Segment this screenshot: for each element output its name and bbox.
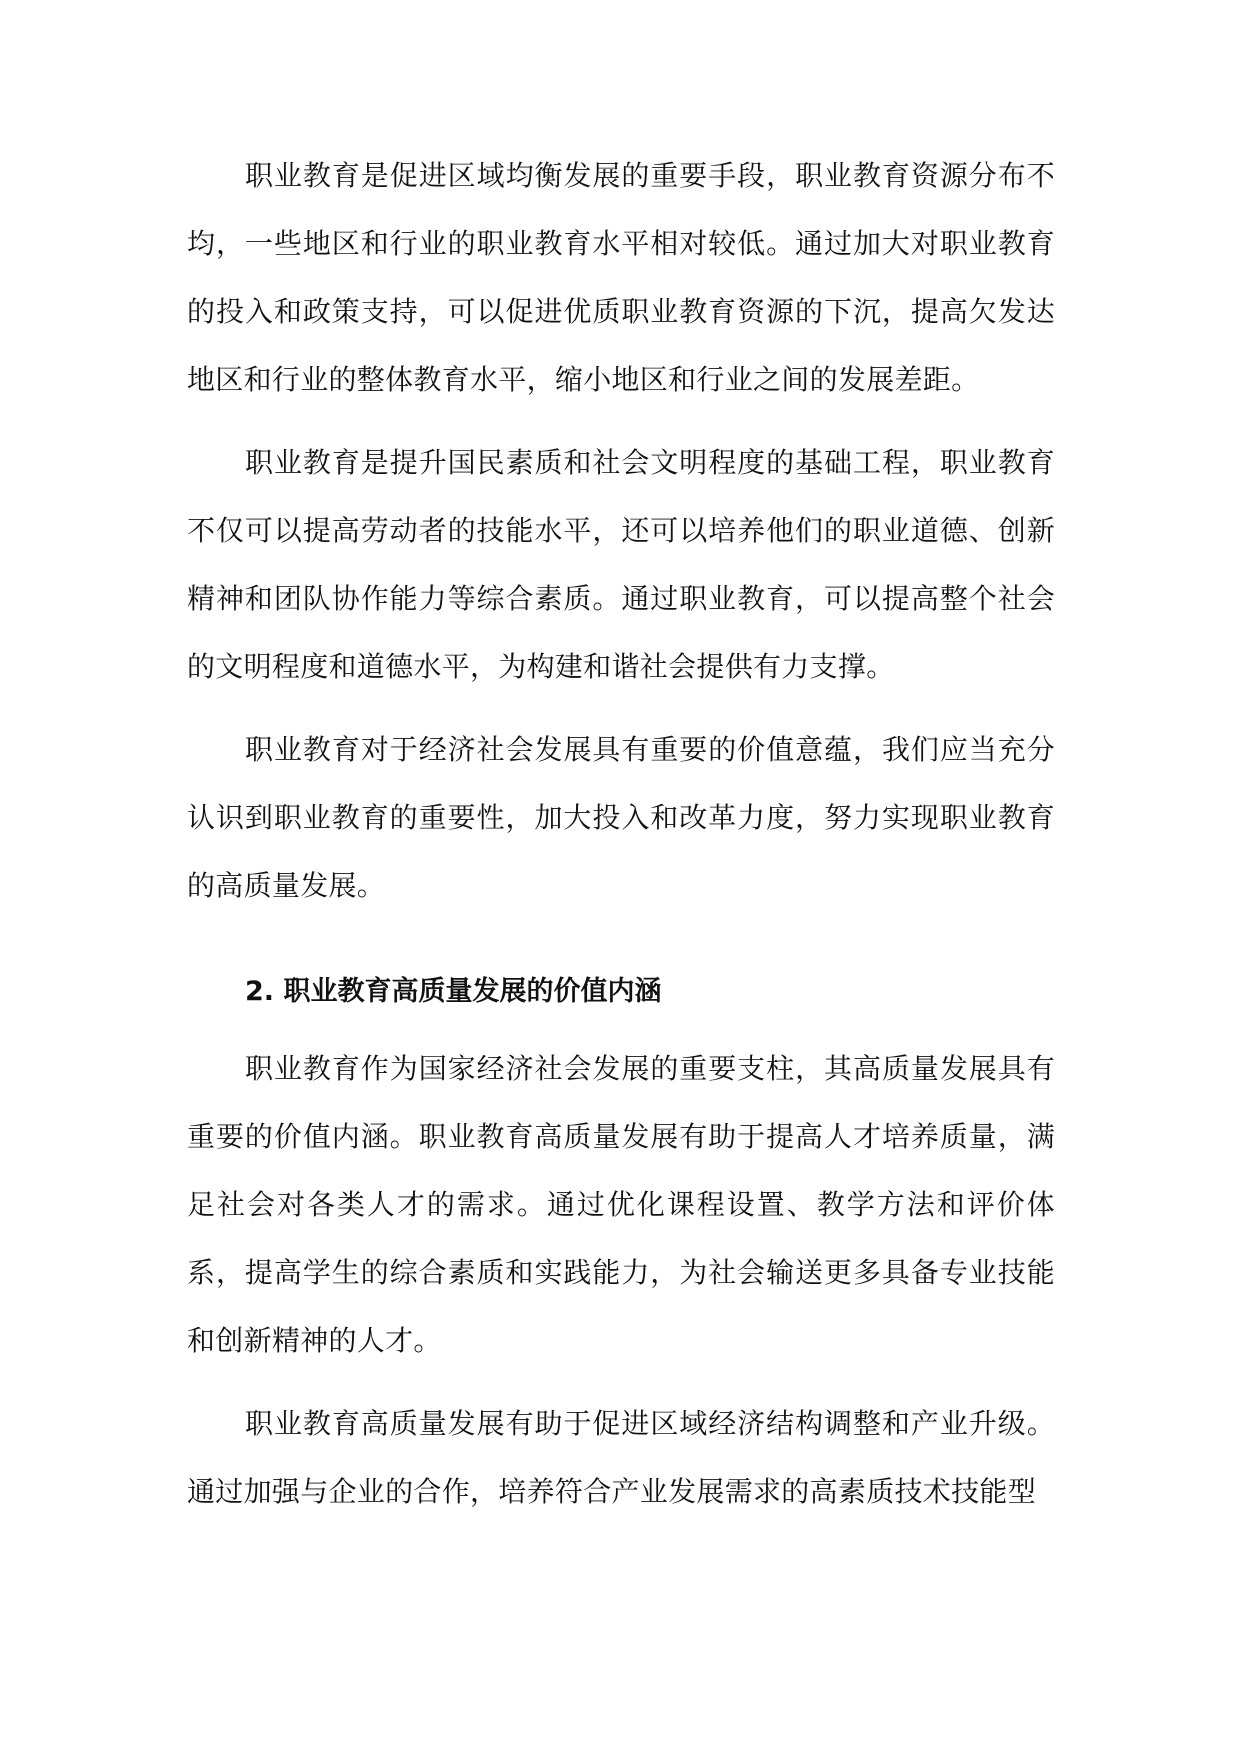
paragraph-value-summary: 职业教育对于经济社会发展具有重要的价值意蕴，我们应当充分认识到职业教育的重要性，加大投入和改革力度，努力实现职业教育的高质量发展。	[187, 733, 1055, 902]
section-heading: 2. 职业教育高质量发展的价值内涵	[245, 976, 662, 1007]
paragraph-industry-upgrade: 职业教育高质量发展有助于促进区域经济结构调整和产业升级。通过加强与企业的合作，培养符合产业发展需求的高素质技术技能型	[187, 1407, 1055, 1508]
paragraph-value-connotation: 职业教育作为国家经济社会发展的重要支柱，其高质量发展具有重要的价值内涵。职业教育高质量发展有助于提高人才培养质量，满足社会对各类人才的需求。通过优化课程设置、教学方法和评价体系，提高学生的综合素质和实践能力，为社会输送更多具备专业技能和创新精神的人才。	[187, 1052, 1055, 1357]
paragraph-civic-quality: 职业教育是提升国民素质和社会文明程度的基础工程，职业教育不仅可以提高劳动者的技能水平，还可以培养他们的职业道德、创新精神和团队协作能力等综合素质。通过职业教育，可以提高整个社会的文明程度和道德水平，为构建和谐社会提供有力支撑。	[187, 446, 1055, 683]
paragraph-regional-balance: 职业教育是促进区域均衡发展的重要手段，职业教育资源分布不均，一些地区和行业的职业教育水平相对较低。通过加大对职业教育的投入和政策支持，可以促进优质职业教育资源的下沉，提高欠发达地区和行业的整体教育水平，缩小地区和行业之间的发展差距。	[187, 159, 1055, 396]
